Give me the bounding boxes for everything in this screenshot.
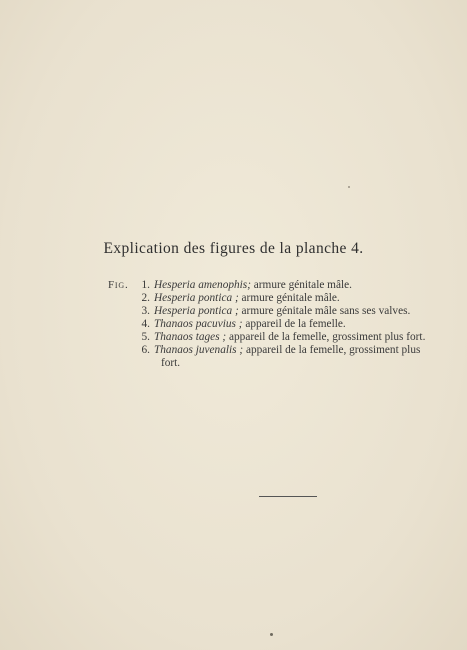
figure-number: 2. (141, 292, 150, 304)
figure-entry-1 (132, 279, 444, 292)
figure-description: armure génitale mâle. (250, 279, 352, 291)
figure-description: appareil de la femelle. (242, 318, 346, 330)
figure-number: 6. (141, 344, 150, 356)
paper-speck (348, 186, 350, 188)
figure-entry-6 (132, 344, 444, 370)
separator-rule (259, 496, 317, 497)
figure-description: armure génitale mâle. (238, 292, 340, 304)
fig-label: Fig. (108, 279, 129, 291)
figure-number: 5. (141, 331, 150, 343)
species-name: Thanaos juvenalis ; (154, 344, 244, 356)
species-name: Hesperia amenophis; (154, 279, 251, 291)
figure-description: armure génitale mâle sans ses valves. (238, 305, 411, 317)
figure-entry-5 (132, 331, 444, 344)
figure-entry-3 (132, 305, 444, 318)
species-name: Hesperia pontica ; (154, 305, 239, 317)
paper-speck (270, 633, 273, 636)
figure-description: appareil de la femelle, grossiment plus (243, 344, 421, 356)
figure-description-continued: fort. (161, 357, 181, 369)
figure-description: appareil de la femelle, grossiment plus fort. (226, 331, 426, 343)
figure-number: 4. (141, 318, 150, 330)
species-name: Thanaos tages ; (154, 331, 227, 343)
figure-entry-2 (132, 292, 444, 305)
figure-entry-4 (132, 318, 444, 331)
figure-number: 3. (141, 305, 150, 317)
species-name: Thanaos pacuvius ; (154, 318, 243, 330)
page-title: Explication des figures de la planche 4. (103, 240, 364, 257)
species-name: Hesperia pontica ; (154, 292, 239, 304)
figure-number: 1. (141, 279, 150, 291)
